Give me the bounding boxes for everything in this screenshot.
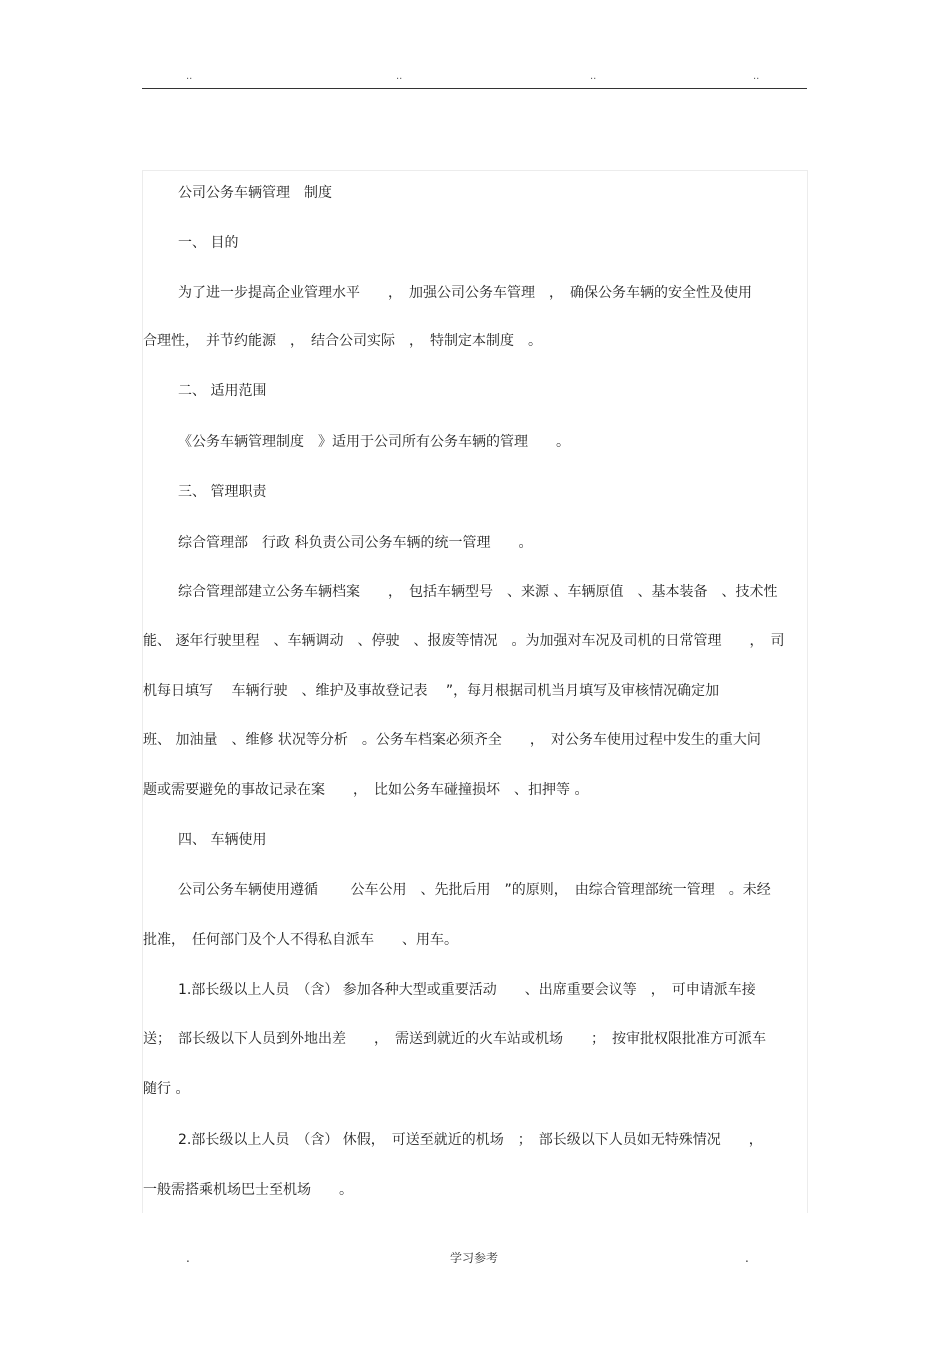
paragraph-line: 公司公务车辆使用遵循 公车公用 、先批后用 ”的原则， 由综合管理部统一管理 。未经: [178, 882, 771, 898]
section-heading: 二、 适用范围: [178, 383, 267, 399]
paragraph-line: 机每日填写 车辆行驶 、维护及事故登记表 ”，每月根据司机当月填写及审核情况确定加: [143, 683, 720, 699]
paragraph-line: 2.部长级以上人员 （含） 休假， 可送至就近的机场 ； 部长级以下人员如无特殊情况 ，: [178, 1132, 763, 1148]
paragraph-line: 批准， 任何部门及个人不得私自派车 、用车。: [143, 932, 458, 948]
footer-text: 学习参考: [450, 1251, 499, 1265]
paragraph-line: 一般需搭乘机场巴士至机场 。: [143, 1182, 353, 1198]
paragraph-line: 送； 部长级以下人员到外地出差 ， 需送到就近的火车站或机场 ； 按审批权限批准方可派车: [143, 1031, 766, 1047]
header-mark-2: ..: [396, 71, 403, 82]
paragraph-line: 合理性， 并节约能源 ， 结合公司实际 ， 特制定本制度 。: [143, 333, 542, 349]
paragraph-line: 《公务车辆管理制度 》适用于公司所有公务车辆的管理 。: [178, 434, 570, 450]
footer-right-mark: .: [745, 1251, 749, 1265]
paragraph-line: 1.部长级以上人员 （含） 参加各种大型或重要活动 、出席重要会议等 ， 可申请派车接: [178, 982, 756, 998]
paragraph-line: 能、 逐年行驶里程 、车辆调动 、停驶 、报废等情况 。为加强对车况及司机的日常管理 ， 司: [143, 633, 785, 649]
section-heading: 三、 管理职责: [178, 484, 267, 500]
document-title: 公司公务车辆管理 制度: [178, 185, 332, 201]
header-mark-1: ..: [186, 71, 193, 82]
paragraph-line: 综合管理部建立公务车辆档案 ， 包括车辆型号 、来源 、车辆原值 、基本装备 、技术性: [178, 584, 778, 600]
header-mark-3: ..: [590, 71, 597, 82]
section-heading: 四、 车辆使用: [178, 832, 267, 848]
paragraph-line: 随行 。: [143, 1081, 190, 1097]
paragraph-line: 为了进一步提高企业管理水平 ， 加强公司公务车管理 ， 确保公务车辆的安全性及使用: [178, 285, 752, 301]
footer-left-mark: .: [186, 1251, 190, 1265]
paragraph-line: 班、 加油量 、维修 状况等分析 。公务车档案必须齐全 ， 对公务车使用过程中发生的重大问: [143, 732, 761, 748]
section-heading: 一、 目的: [178, 235, 239, 251]
page-header: [142, 70, 807, 89]
header-mark-4: ..: [753, 71, 760, 82]
paragraph-line: 题或需要避免的事故记录在案 ， 比如公务车碰撞损坏 、扣押等 。: [143, 782, 589, 798]
paragraph-line: 综合管理部 行政 科负责公司公务车辆的统一管理 。: [178, 535, 533, 551]
